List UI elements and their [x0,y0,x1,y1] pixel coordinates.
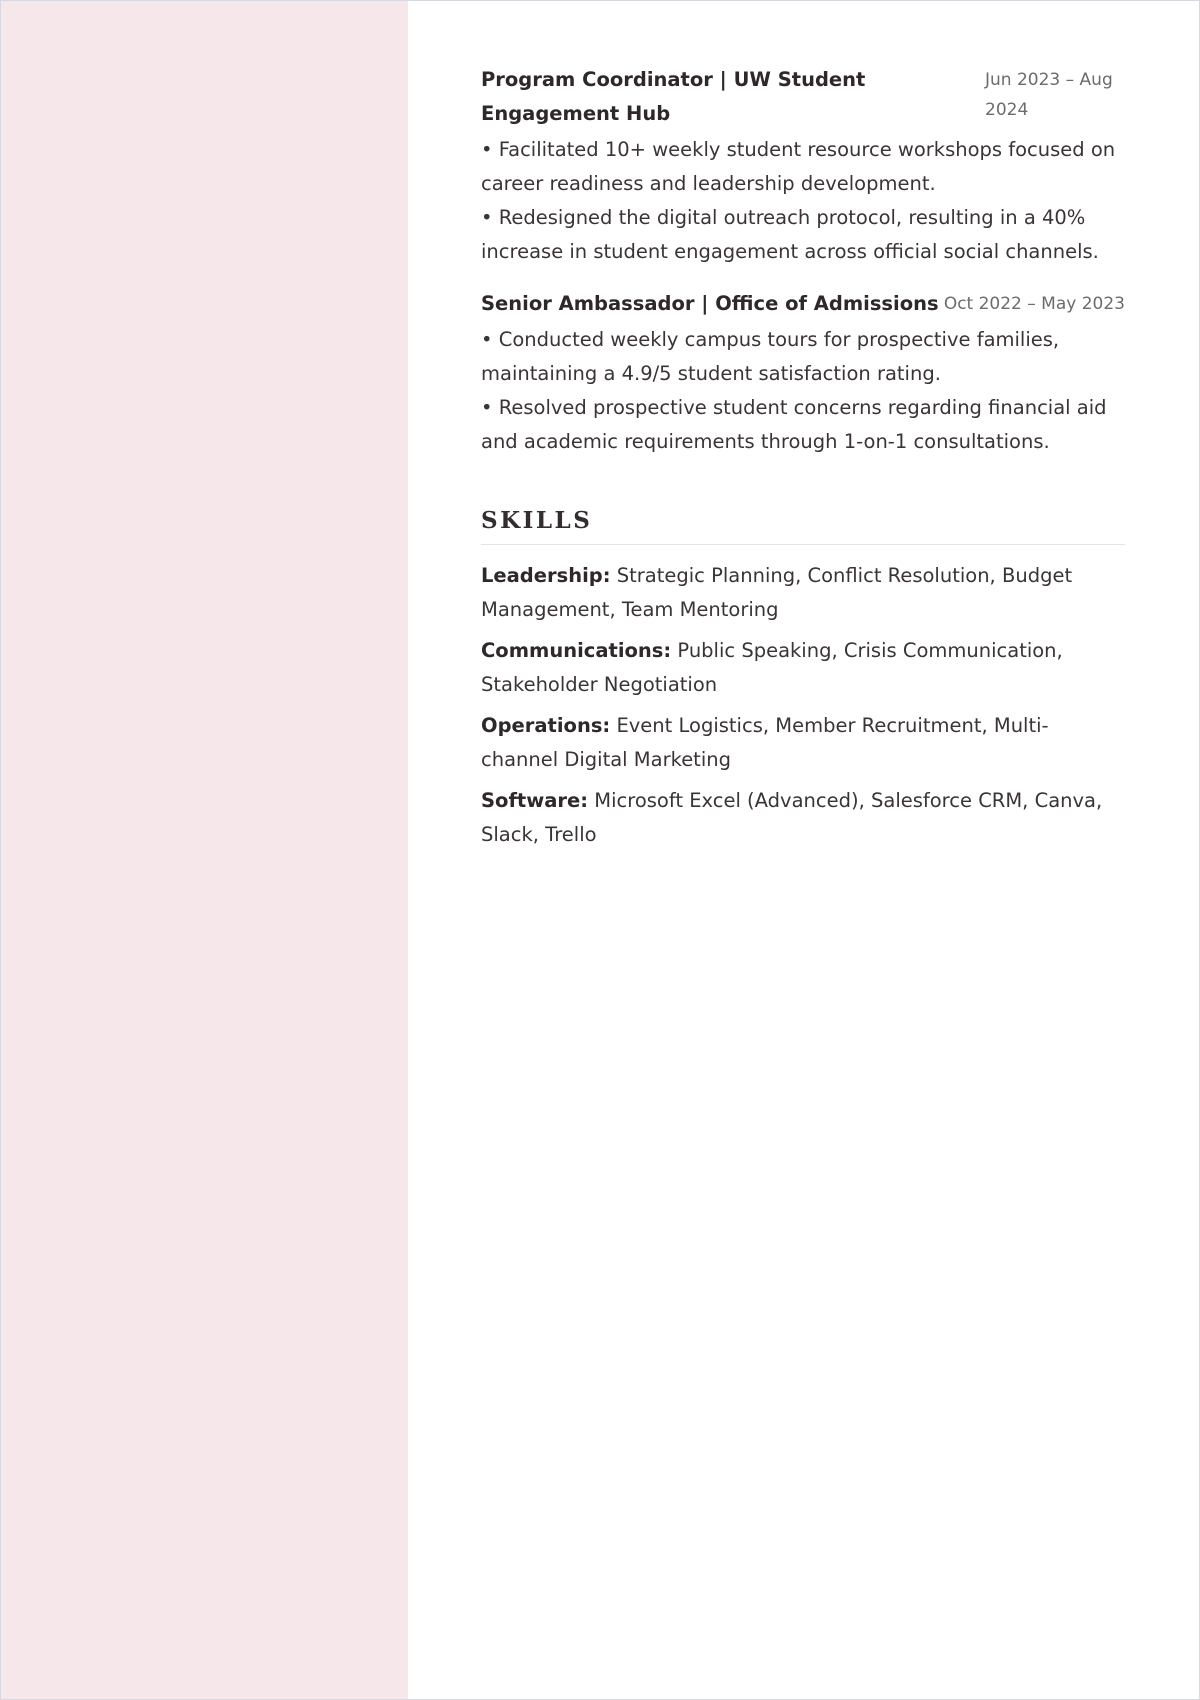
job-entry [481,287,1125,459]
skill-label: Leadership: [481,564,611,587]
skill-value: Public Speaking, Crisis Communication, Stakeholder Negotiation [481,639,1063,696]
job-header [481,287,1125,321]
job-title: Program Coordinator | UW Student Engagement Hub [481,68,866,125]
job-bullet: • Resolved prospective student concerns regarding financial aid and academic requirements through 1-on-1 consultations. [481,396,1107,453]
skill-row [481,634,1125,702]
skill-value: Strategic Planning, Conflict Resolution, Budget Management, Team Mentoring [481,564,1073,621]
skills-heading: SKILLS [481,507,1125,545]
skills-list [481,559,1125,852]
job-bullet: • Facilitated 10+ weekly student resource workshops focused on career readiness and leadership development. [481,138,1116,195]
job-dates: Oct 2022 – May 2023 [943,294,1125,314]
main-content [408,1,1199,1699]
sidebar-panel [1,1,408,1699]
job-entry [481,63,1125,269]
skill-label: Software: [481,789,589,812]
job-bullet: • Redesigned the digital outreach protocol, resulting in a 40% increase in student engagement across official social channels. [481,206,1099,263]
job-bullet: • Conducted weekly campus tours for prospective families, maintaining a 4.9/5 student satisfaction rating. [481,328,1060,385]
skill-label: Operations: [481,714,611,737]
skill-row [481,784,1125,852]
job-bullets [481,323,1125,459]
job-title: Senior Ambassador | Office of Admissions [481,292,939,315]
skill-row [481,559,1125,627]
skill-value: Event Logistics, Member Recruitment, Multi-channel Digital Marketing [481,714,1049,771]
job-header [481,63,1125,131]
job-dates: Jun 2023 – Aug 2024 [985,70,1113,120]
skill-row [481,709,1125,777]
skill-label: Communications: [481,639,672,662]
skill-value: Microsoft Excel (Advanced), Salesforce CRM, Canva, Slack, Trello [481,789,1103,846]
job-bullets [481,133,1125,269]
